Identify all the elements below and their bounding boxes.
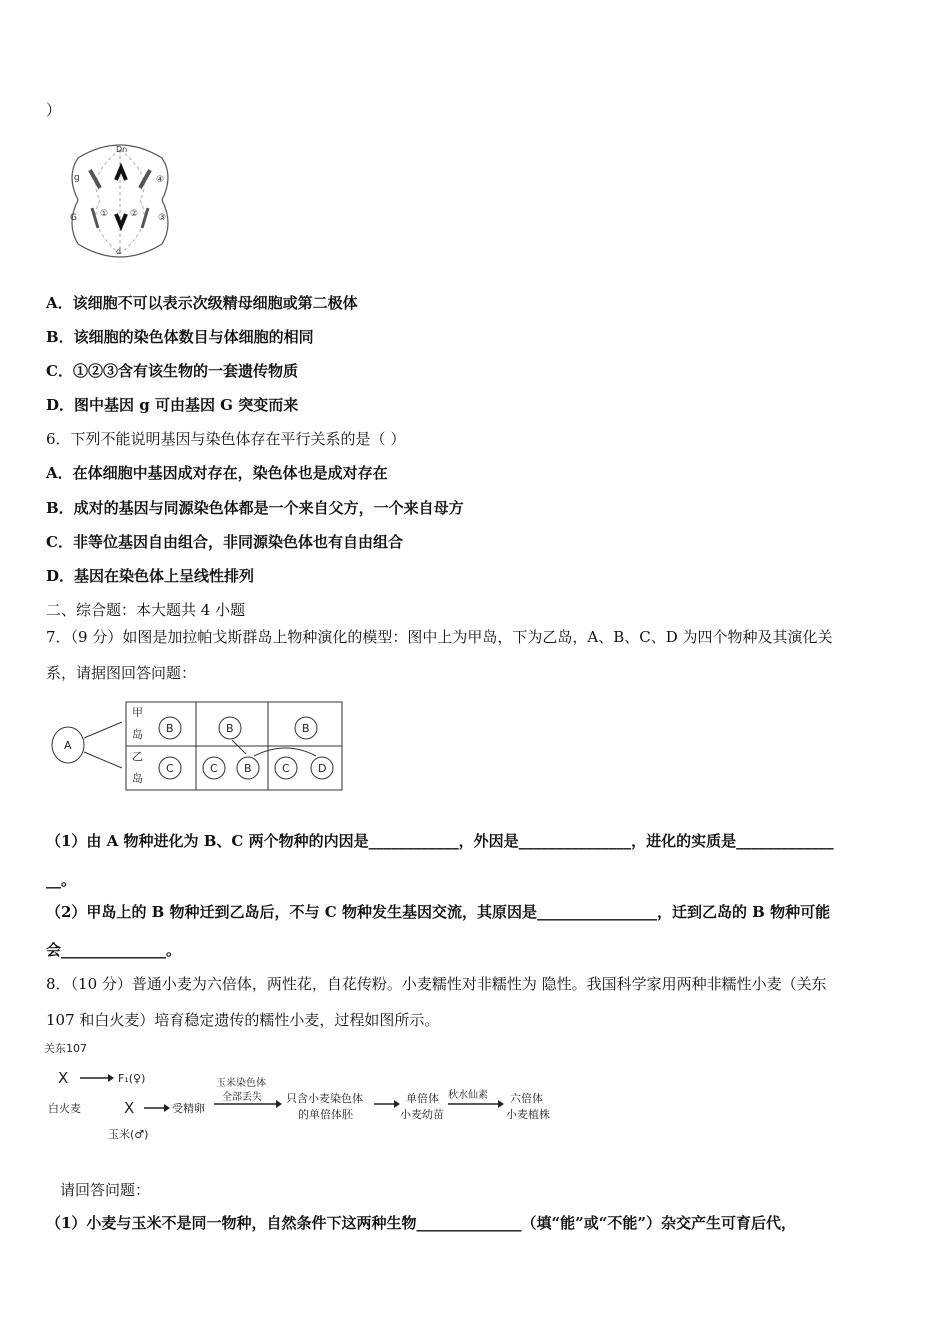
q5-option-d: D．图中基因 g 可由基因 G 突变而来	[46, 396, 299, 414]
q7-sub2-line2: 会______________。	[46, 941, 182, 959]
label-4: ④	[156, 175, 165, 185]
q6-option-d: D．基因在染色体上呈线性排列	[46, 567, 255, 585]
chromosome-v-top	[116, 168, 126, 180]
q7-sub1-line1: （1）由 A 物种进化为 B、C 两个物种的内因是____________，外因是_______________，进化的实质是_____________	[46, 832, 834, 850]
plant-label-line1: 六倍体	[510, 1092, 543, 1105]
top-cell-2: B	[226, 722, 234, 735]
bottom-cell-2: C	[210, 762, 218, 775]
cell-division-figure	[60, 136, 180, 266]
bottom-cell-3: B	[244, 762, 252, 775]
cross2-symbol: X	[124, 1099, 135, 1117]
q6-option-c: C．非等位基因自由组合，非同源染色体也有自由组合	[46, 533, 403, 551]
bottom-cell-4: C	[282, 762, 290, 775]
q7-sub1-line2: __。	[46, 871, 77, 889]
q7-stem-line2: 系，请据图回答问题：	[46, 664, 197, 682]
section-heading: 二、综合题：本大题共 4 小题	[46, 601, 246, 619]
parent2-label: 白火麦	[48, 1102, 81, 1115]
island-top-char1: 甲	[132, 706, 143, 719]
chromosome-right	[140, 170, 150, 188]
label-dn: Dn	[116, 145, 128, 154]
f1-label: F₁(♀)	[118, 1072, 146, 1085]
seedling-label-line2: 小麦幼苗	[400, 1108, 444, 1121]
wheat-breeding-flowchart	[44, 1040, 564, 1146]
label-g: g	[74, 173, 80, 183]
island-bottom-char1: 乙	[132, 750, 143, 763]
label-G: G	[70, 213, 77, 223]
island-top-char2: 岛	[132, 728, 143, 741]
label-1: ①	[100, 209, 109, 219]
embryo-label-line1: 只含小麦染色体	[286, 1092, 363, 1105]
q8-prompt: 请回答问题：	[60, 1181, 151, 1199]
step1-bottom-label: 全部丢失	[222, 1092, 262, 1103]
q7-sub2-line1: （2）甲岛上的 B 物种迁到乙岛后，不与 C 物种发生基因交流，其原因是________________，迁到乙岛的 B 物种可能	[46, 903, 831, 921]
plant-label-line2: 小麦植株	[506, 1108, 550, 1121]
island-evolution-figure	[46, 700, 346, 792]
chromosome-left	[90, 170, 100, 188]
step2-label: 秋水仙素	[448, 1090, 488, 1101]
q8-stem-line1: 8．（10 分）普通小麦为六倍体，两性花，自花传粉。小麦糯性对非糯性为 隐性。我国科学家用两种非糯性小麦（关东	[46, 975, 827, 993]
bottom-cell-5: D	[318, 762, 327, 775]
q6-stem: 6．下列不能说明基因与染色体存在平行关系的是（ ）	[46, 430, 406, 448]
q6-option-a: A．在体细胞中基因成对存在，染色体也是成对存在	[46, 464, 388, 482]
cross1-symbol: X	[58, 1069, 69, 1087]
q7-stem-line1: 7．（9 分）如图是加拉帕戈斯群岛上物种演化的模型：图中上为甲岛，下为乙岛，A、B、C、D 为四个物种及其演化关	[46, 628, 833, 646]
q5-option-c: C．①②③含有该生物的一套遗传物质	[46, 362, 298, 380]
q8-sub1: （1）小麦与玉米不是同一物种，自然条件下这两种生物______________（填“能”或“不能”）杂交产生可育后代，	[46, 1214, 796, 1232]
label-2: ②	[130, 209, 139, 219]
bottom-cell-1: C	[166, 762, 174, 775]
top-cell-3: B	[302, 722, 310, 735]
species-a-label: A	[64, 739, 72, 752]
seedling-label-line1: 单倍体	[406, 1092, 439, 1105]
label-3: ③	[158, 213, 167, 223]
zygote-label: 受精卵	[172, 1102, 205, 1115]
top-cell-1: B	[166, 722, 174, 735]
label-d: d	[116, 247, 122, 256]
island-bottom-char2: 岛	[132, 772, 143, 785]
parent1-label: 关东107	[44, 1042, 87, 1055]
q5-paren-close: ）	[46, 101, 62, 119]
step1-top-label: 玉米染色体	[216, 1078, 266, 1089]
chromosome-v-bottom	[116, 214, 126, 226]
q6-option-b: B．成对的基因与同源染色体都是一个来自父方，一个来自母方	[46, 499, 464, 517]
q5-option-b: B．该细胞的染色体数目与体细胞的相同	[46, 328, 314, 346]
embryo-label-line2: 的单倍体胚	[298, 1108, 353, 1121]
q8-stem-line2: 107 和白火麦）培育稳定遗传的糯性小麦，过程如图所示。	[46, 1011, 440, 1029]
maize-label: 玉米(♂)	[108, 1128, 149, 1141]
q5-option-a: A．该细胞不可以表示次级精母细胞或第二极体	[46, 294, 358, 312]
